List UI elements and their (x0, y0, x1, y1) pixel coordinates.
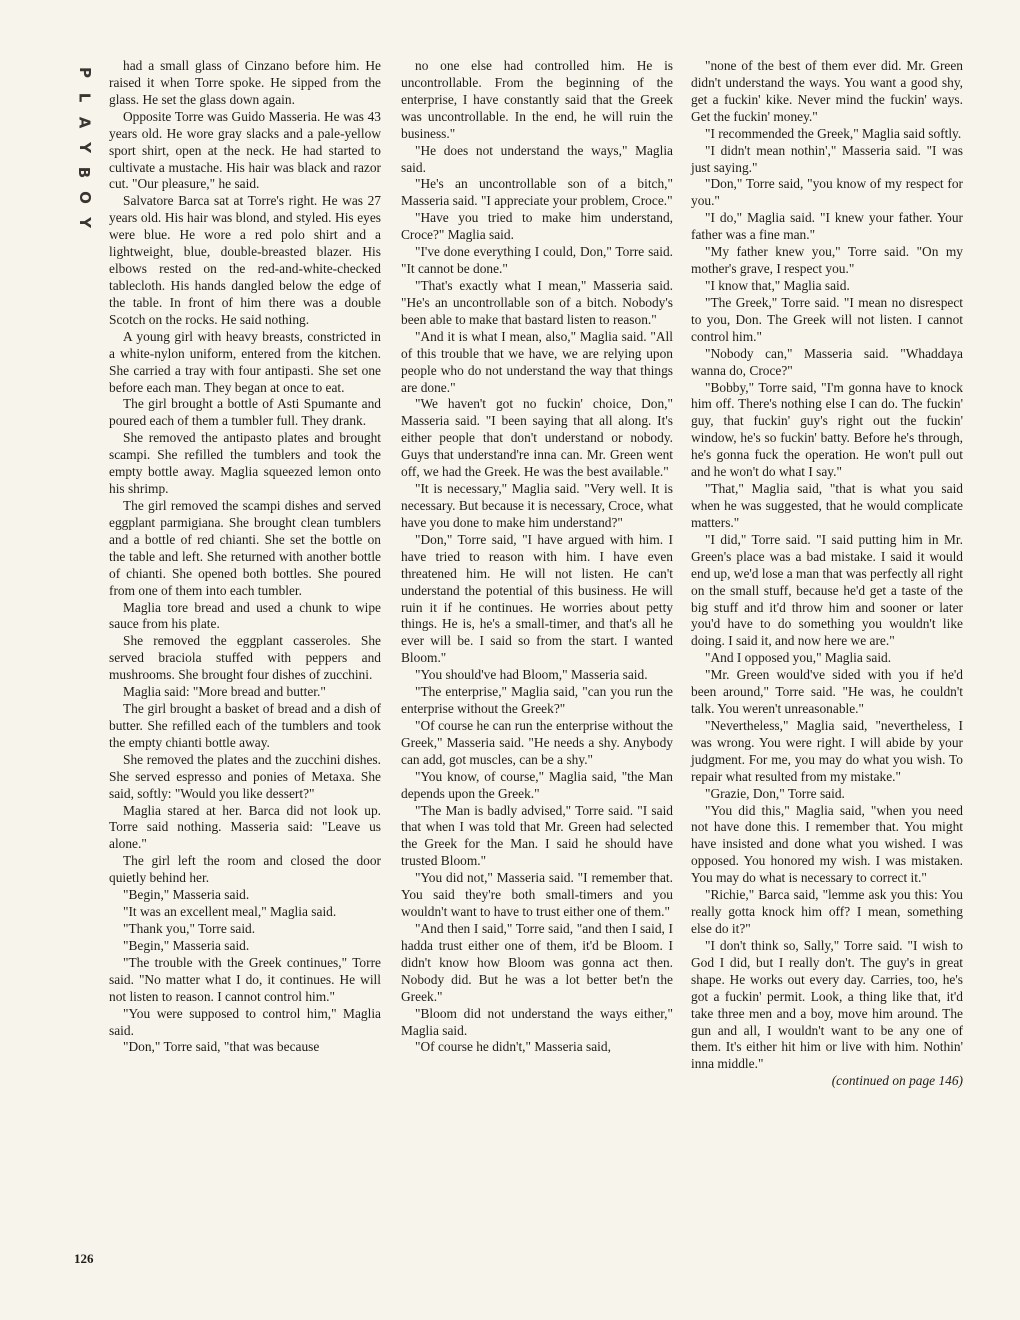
paragraph: The girl left the room and closed the door quietly behind her. (109, 853, 381, 886)
paragraph: "Thank you," Torre said. (123, 921, 256, 937)
paragraph: "That's exactly what I mean," Masseria said. "He's an uncontrollable son of a bitch. Nobody's been able to make that bastard listen to reason." (401, 277, 673, 327)
paragraph: "The Man is badly advised," Torre said. "I said that when I was told that Mr. Green had selected the Greek for the Man. I said he should have trusted Bloom." (401, 802, 673, 869)
paragraph: "He's an uncontrollable son of a bitch," Masseria said. "I appreciate your problem, Croce." (401, 176, 673, 209)
paragraph: "Richie," Barca said, "lemme ask you this: You really gotta knock him off? I mean, something else do it?" (691, 887, 963, 937)
paragraph: "I do," Maglia said. "I knew your father. Your father was a fine man." (691, 210, 963, 243)
paragraph: "I've done everything I could, Don," Torre said. "It cannot be done." (401, 244, 673, 277)
paragraph: "Nobody can," Masseria said. "Whaddaya wanna do, Croce?" (691, 345, 963, 378)
paragraph: "My father knew you," Torre said. "On my mother's grave, I respect you." (691, 244, 963, 277)
masthead-letter: A (75, 116, 94, 129)
paragraph: "I don't think so, Sally," Torre said. "I wish to God I did, but I really don't. The guy's in great shape. He works out every day. Carries, too, he's got a fuckin' permit. Look, a thing like that, it'd take three men and a boy, move him around. The gun and all, I wouldn't want to be any one of them. It's either hit him or live with him. Nothin' inna middle." (691, 937, 963, 1072)
paragraph: Maglia tore bread and used a chunk to wipe sauce from his plate. (109, 599, 381, 632)
paragraph: "Don," Torre said, "I have argued with him. I have tried to reason with him. I have even threatened him. He will not listen. He can't understand the potential of this business. He will ruin it if he continues. He worries about petty things. He is, he's a small-timer, and that's all he ever will be. I said so from the start. I wanted Bloom." (401, 531, 673, 666)
paragraph: "The enterprise," Maglia said, "can you run the enterprise without the Greek?" (401, 684, 673, 717)
paragraph: "The Greek," Torre said. "I mean no disrespect to you, Don. The Greek will not listen. I cannot control him." (691, 294, 963, 344)
paragraph: Maglia said: "More bread and butter." (123, 684, 326, 700)
paragraph: "He does not understand the ways," Maglia said. (401, 142, 673, 175)
paragraph: "Don," Torre said, "that was because (123, 1039, 320, 1055)
paragraph: "That," Maglia said, "that is what you said when he was suggested, that he would complicate matters." (691, 481, 963, 530)
paragraph: "Of course he can run the enterprise without the Greek," Masseria said. "He needs a shy. Anybody can add, got muscles, can be a shy." (401, 717, 673, 767)
paragraph: "I know that," Maglia said. (705, 277, 850, 293)
paragraph: She removed the plates and the zucchini dishes. She served espresso and ponies of Metaxa. She said, softly: "Would you like dessert?" (109, 751, 381, 801)
paragraph: "Bobby," Torre said, "I'm gonna have to knock him off. There's nothing else I can do. The fuckin' guy, that fuckin' guy's right out the fuckin' window, he's so fuckin' batty. Before he's through, he's gonna fuck the operation. He won't pull out and he won't do what I say." (691, 379, 963, 480)
paragraph: The girl brought a basket of bread and a dish of butter. She refilled each of the tumblers and took the empty chianti bottle away. (109, 701, 381, 750)
page-number: 126 (74, 1251, 94, 1266)
paragraph: no one else had controlled him. He is uncontrollable. From the beginning of the enterprise, I have constantly said that the Greek was uncontrollable. In the end, he will ruin the business." (401, 58, 673, 141)
paragraph: "We haven't got no fuckin' choice, Don," Masseria said. "I been saying that all along. It's either people that don't understand or nobody. Guys that understand're inna can. Mr. Green went off, we had the Greek. He was the best available." (401, 396, 673, 480)
paragraph: "Of course he didn't," Masseria said, (415, 1039, 611, 1055)
text-column-2 (401, 58, 673, 1056)
masthead-letter: Y (75, 142, 94, 153)
paragraph: "You did not," Masseria said. "I remember that. You said they're both small-timers and you wouldn't want to have to trust either one of them." (401, 870, 673, 920)
paragraph: "I did," Torre said. "I said putting him in Mr. Green's place was a bad mistake. I said it would end up, we'd lose a man that was perfectly all right on the small stuff, because he'd get a taste of the big stuff and it'd throw him and sooner or later you'd have to do something you wouldn't like doing. I said it, and now here we are." (691, 531, 963, 649)
paragraph: Maglia stared at her. Barca did not look up. Torre said nothing. Masseria said: "Leave us alone." (109, 802, 381, 852)
paragraph: "none of the best of them ever did. Mr. Green didn't understand the ways. You want a good shy, get a fuckin' kike. Never mind the fuckin' ways. Get the fuckin' money." (691, 58, 963, 124)
masthead-letter: B (75, 166, 94, 179)
paragraph: "You did this," Maglia said, "when you need not have done this. I remember that. You might have insisted and done what you wished. I was opposed. You honored my wish. I was mistaken. You may do what is necessary to correct it." (691, 802, 963, 886)
masthead-letter: L (75, 92, 94, 103)
paragraph: A young girl with heavy breasts, constricted in a white-nylon uniform, entered from the kitchen. She carried a tray with four antipasti. She set one before each man. They began at once to eat. (109, 328, 381, 395)
paragraph: "Begin," Masseria said. (123, 887, 250, 903)
paragraph: "And I opposed you," Maglia said. (705, 650, 892, 666)
paragraph: "You know, of course," Maglia said, "the Man depends upon the Greek." (401, 768, 673, 801)
paragraph: "You should've had Bloom," Masseria said. (415, 667, 648, 683)
continued-note: (continued on page 146) (831, 1073, 963, 1089)
paragraph: "Begin," Masseria said. (123, 937, 250, 953)
paragraph: "I didn't mean nothin'," Masseria said. "I was just saying." (691, 142, 963, 175)
text-column-1 (109, 58, 381, 1056)
paragraph: The girl removed the scampi dishes and served eggplant parmigiana. She brought clean tumblers and a bottle of red chianti. She set the bottle on the table and left. She returned with another bottle of chianti. She opened both bottles. She poured from one of them into each tumbler. (109, 497, 381, 598)
paragraph: Opposite Torre was Guido Masseria. He was 43 years old. He wore gray slacks and a pale-yellow sport shirt, open at the neck. He had started to cultivate a mustache. His hair was black and razor cut. "Our pleasure," he said. (109, 108, 381, 192)
text-column-3 (691, 58, 963, 1090)
paragraph: "Mr. Green would've sided with you if he'd been around," Torre said. "He was, he couldn't talk. You weren't unreasonable." (691, 667, 963, 717)
paragraph: "I recommended the Greek," Maglia said softly. (705, 125, 962, 141)
masthead-letter: Y (75, 217, 94, 228)
paragraph: "Bloom did not understand the ways either," Maglia said. (401, 1005, 673, 1038)
paragraph: "You were supposed to control him," Maglia said. (109, 1005, 381, 1038)
paragraph: Salvatore Barca sat at Torre's right. He was 27 years old. His hair was blond, and styled. His eyes were blue. He wore a red polo shirt and a lightweight, blue, double-breasted blazer. His elbows rested on the red-and-white-checked tablecloth. His hands dangled below the edge of the table. In front of him there was a double Scotch on the rocks. He said nothing. (109, 193, 381, 327)
paragraph: She removed the antipasto plates and brought scampi. She refilled the tumblers and took the empty bottle away. Maglia squeezed lemon onto his shrimp. (109, 430, 381, 497)
paragraph: "Don," Torre said, "you know of my respect for you." (691, 176, 963, 209)
paragraph: "And then I said," Torre said, "and then I said, I hadda trust either one of them, it'd be Bloom. I didn't know how Bloom was gonna act then. Nobody did. But he was a lot better bet'n the Greek." (401, 921, 673, 1004)
paragraph: "And it is what I mean, also," Maglia said. "All of this trouble that we have, we are relying upon people who do not understand the way that things are done." (401, 328, 673, 395)
paragraph: "It was an excellent meal," Maglia said. (123, 904, 337, 920)
masthead-playboy (72, 60, 96, 235)
paragraph: "Grazie, Don," Torre said. (705, 785, 845, 801)
paragraph: "Have you tried to make him understand, Croce?" Maglia said. (401, 210, 673, 243)
paragraph: had a small glass of Cinzano before him. He raised it when Torre spoke. He sipped from the glass. He set the glass down again. (109, 58, 381, 107)
paragraph: She removed the eggplant casseroles. She served braciola stuffed with peppers and mushrooms. She brought four dishes of zucchini. (109, 633, 381, 683)
paragraph: "Nevertheless," Maglia said, "nevertheless, I was wrong. You were right. I will abide by your judgment. For me, you may do what you wish. To repair what resulted from my mistake." (691, 717, 963, 784)
paragraph: "It is necessary," Maglia said. "Very well. It is necessary. But because it is necessary, Croce, what have you done to make him understand?" (401, 481, 673, 530)
masthead-letter: O (75, 191, 94, 204)
masthead-letter: P (75, 67, 94, 78)
paragraph: "The trouble with the Greek continues," Torre said. "No matter what I do, it continues. He will not listen to reason. I cannot control him." (109, 954, 381, 1004)
paragraph: The girl brought a bottle of Asti Spumante and poured each of them a tumbler full. They drank. (109, 396, 381, 429)
